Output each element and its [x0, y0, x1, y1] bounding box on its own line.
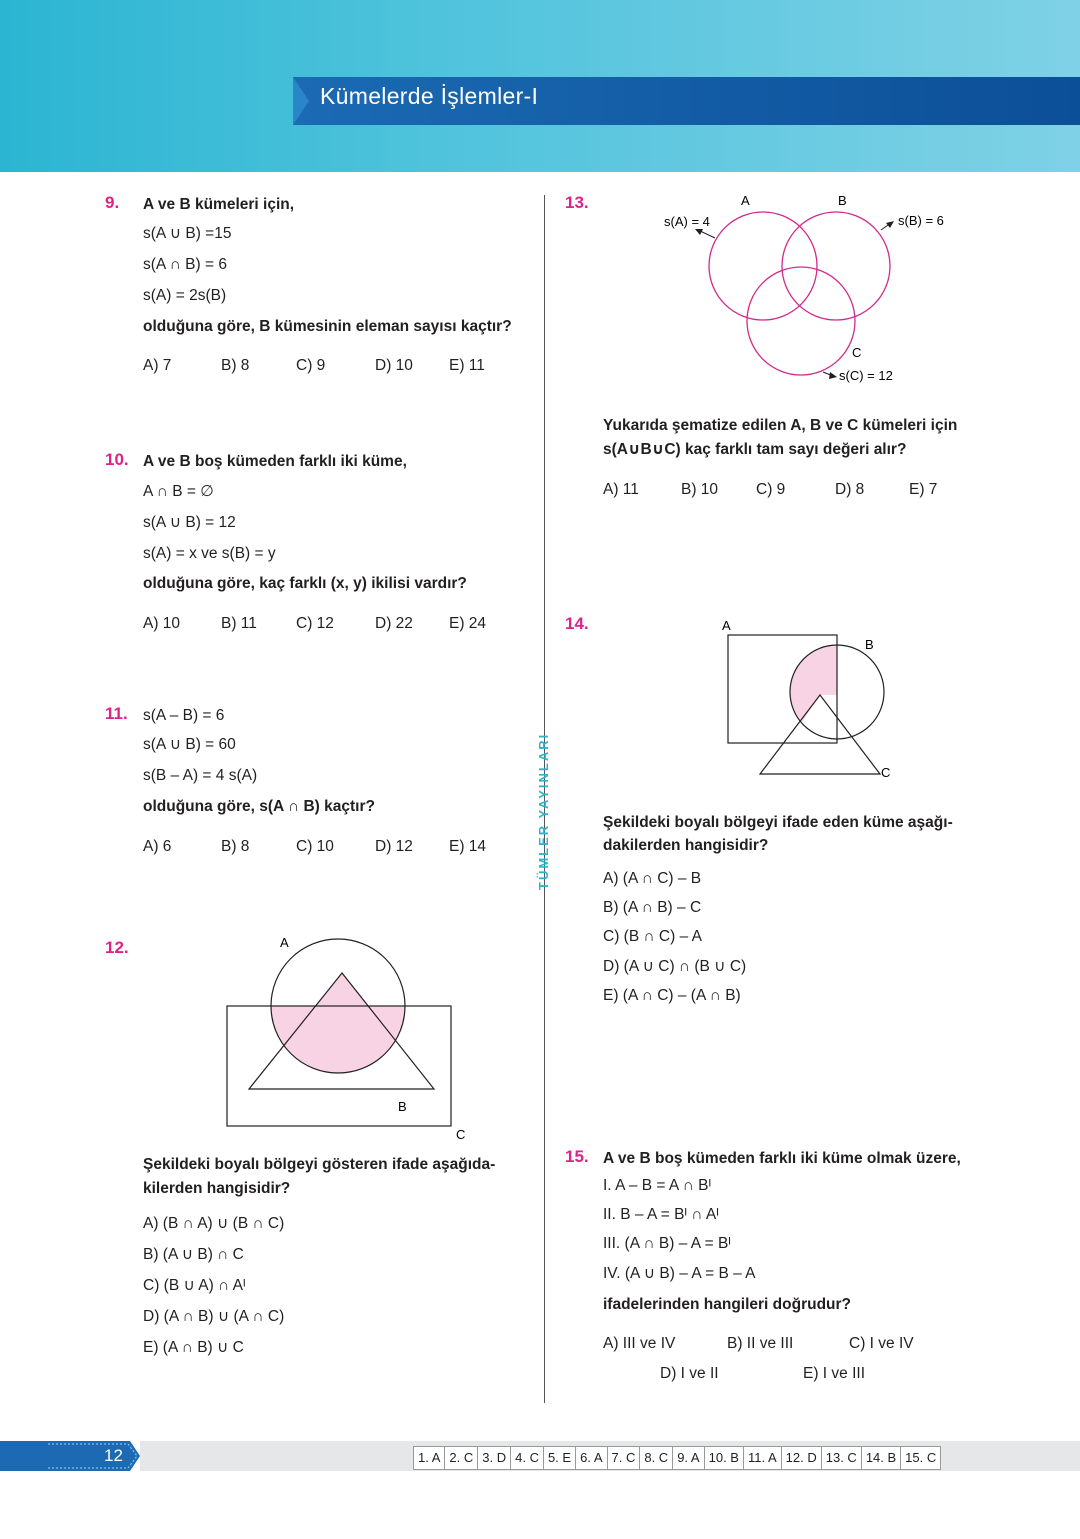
answer-key-item: 9. A — [673, 1447, 704, 1469]
q10-option[interactable]: A) 10 — [143, 615, 181, 632]
q12-line: kilerden hangisidir? — [143, 1180, 291, 1197]
q10-line: s(A ∪ B) = 12 — [143, 514, 236, 531]
q10-option[interactable]: B) 11 — [221, 615, 257, 632]
q15-line: I. A – B = A ∩ Bᴵ — [603, 1177, 712, 1194]
q14-option[interactable]: A) (A ∩ C) – B — [603, 870, 702, 887]
q15-option[interactable]: D) I ve II — [660, 1365, 719, 1382]
page-title: Kümelerde İşlemler-I — [320, 83, 539, 109]
answer-key-item: 10. B — [705, 1447, 744, 1469]
answer-key-item: 5. E — [544, 1447, 576, 1469]
q12-option[interactable]: B) (A ∪ B) ∩ C — [143, 1246, 244, 1263]
q13-circle-b — [782, 212, 890, 320]
q9-line: olduğuna göre, B kümesinin eleman sayısı kaçtır? — [143, 318, 512, 335]
q13-sa-label: s(A) = 4 — [664, 214, 710, 229]
q11-line: olduğuna göre, s(A ∩ B) kaçtır? — [143, 798, 375, 815]
q9-option[interactable]: C) 9 — [296, 357, 326, 374]
question-10-number: 10. — [105, 450, 129, 469]
q12-label-b: B — [398, 1099, 407, 1114]
q13-label-c: C — [852, 345, 862, 360]
answer-key-item: 8. C — [640, 1447, 673, 1469]
q14-triangle-c — [760, 695, 880, 774]
q12-option[interactable]: C) (B ∪ A) ∩ Aᴵ — [143, 1277, 246, 1294]
q11-line: s(A – B) = 6 — [143, 707, 225, 724]
q12-option[interactable]: D) (A ∩ B) ∪ (A ∩ C) — [143, 1308, 285, 1325]
question-11-number: 11. — [105, 704, 128, 723]
q14-label-c: C — [881, 765, 891, 780]
q13-line: s(A∪B∪C) kaç farklı tam sayı değeri alır? — [603, 441, 907, 458]
question-12-number: 12. — [105, 938, 129, 957]
q11-option[interactable]: B) 8 — [221, 838, 250, 855]
q14-label-b: B — [865, 637, 874, 652]
q15-option[interactable]: E) I ve III — [803, 1365, 866, 1382]
q14-option[interactable]: B) (A ∩ B) – C — [603, 899, 702, 916]
q13-label-b: B — [838, 193, 847, 208]
answer-key-item: 3. D — [478, 1447, 511, 1469]
q15-option[interactable]: B) II ve III — [727, 1335, 794, 1352]
q15-line: IV. (A ∪ B) – A = B – A — [603, 1265, 756, 1282]
q14-line: Şekildeki boyalı bölgeyi ifade eden küme aşağı- — [603, 814, 953, 831]
q13-option[interactable]: E) 7 — [909, 481, 938, 498]
answer-key-item: 6. A — [576, 1447, 607, 1469]
q10-line: s(A) = x ve s(B) = y — [143, 545, 276, 562]
q11-option[interactable]: A) 6 — [143, 838, 172, 855]
q9-option[interactable]: D) 10 — [375, 357, 413, 374]
q9-option[interactable]: E) 11 — [449, 357, 485, 374]
q13-option[interactable]: B) 10 — [681, 481, 719, 498]
q13-option[interactable]: A) 11 — [603, 481, 639, 498]
q15-option[interactable]: A) III ve IV — [603, 1335, 676, 1352]
q15-line: A ve B boş kümeden farklı iki küme olmak üzere, — [603, 1150, 961, 1167]
q9-line: s(A ∩ B) = 6 — [143, 256, 227, 273]
q13-label-a: A — [741, 193, 750, 208]
q9-option[interactable]: A) 7 — [143, 357, 172, 374]
publisher-label: TÜMLER YAYINLARI — [536, 732, 551, 890]
answer-key-item: 1. A — [414, 1447, 445, 1469]
q11-line: s(B – A) = 4 s(A) — [143, 767, 258, 784]
q14-shaded-region — [728, 635, 837, 743]
q14-label-a: A — [722, 618, 731, 633]
q9-option[interactable]: B) 8 — [221, 357, 250, 374]
question-15-number: 15. — [565, 1147, 589, 1166]
q10-option[interactable]: C) 12 — [296, 615, 334, 632]
q13-diagram — [655, 190, 965, 390]
q13-line: Yukarıda şematize edilen A, B ve C kümeleri için — [603, 417, 958, 434]
q13-circle-c — [747, 267, 855, 375]
q10-line: A ∩ B = ∅ — [143, 483, 214, 500]
answer-key-item: 11. A — [744, 1447, 782, 1469]
q13-option[interactable]: D) 8 — [835, 481, 865, 498]
q12-option[interactable]: E) (A ∩ B) ∪ C — [143, 1339, 244, 1356]
answer-key-item: 7. C — [608, 1447, 641, 1469]
q13-option[interactable]: C) 9 — [756, 481, 786, 498]
q15-line: ifadelerinden hangileri doğrudur? — [603, 1296, 852, 1313]
answer-key-item: 4. C — [511, 1447, 544, 1469]
q12-shaded-a-c — [227, 1006, 451, 1126]
q14-option[interactable]: C) (B ∩ C) – A — [603, 928, 702, 945]
q14-diagram — [710, 615, 910, 785]
q10-option[interactable]: D) 22 — [375, 615, 413, 632]
q14-option[interactable]: E) (A ∩ C) – (A ∩ B) — [603, 987, 741, 1004]
q12-label-c: C — [456, 1127, 466, 1142]
q13-sb-label: s(B) = 6 — [898, 213, 944, 228]
q14-option[interactable]: D) (A ∪ C) ∩ (B ∪ C) — [603, 958, 747, 975]
question-9-number: 9. — [105, 193, 120, 212]
q11-option[interactable]: E) 14 — [449, 838, 487, 855]
question-13-number: 13. — [565, 193, 589, 212]
q10-line: A ve B boş kümeden farklı iki küme, — [143, 453, 407, 470]
q12-label-a: A — [280, 935, 289, 950]
q15-line: III. (A ∩ B) – A = Bᴵ — [603, 1235, 731, 1252]
q15-line: II. B – A = Bᴵ ∩ Aᴵ — [603, 1206, 719, 1223]
answer-key-item: 13. C — [822, 1447, 862, 1469]
q14-line: dakilerden hangisidir? — [603, 837, 769, 854]
q12-line: Şekildeki boyalı bölgeyi gösteren ifade aşağıda- — [143, 1156, 496, 1173]
q12-diagram — [210, 930, 480, 1145]
question-14-number: 14. — [565, 614, 589, 633]
q10-option[interactable]: E) 24 — [449, 615, 487, 632]
answer-key-item: 12. D — [782, 1447, 822, 1469]
answer-key-item: 15. C — [905, 1450, 937, 1465]
title-bar-arrow — [293, 77, 309, 125]
q9-line: A ve B kümeleri için, — [143, 196, 295, 213]
answer-key — [413, 1446, 941, 1470]
q9-line: s(A ∪ B) =15 — [143, 225, 232, 242]
answer-key-item: 14. B — [862, 1447, 901, 1469]
answer-key-item: 2. C — [445, 1447, 478, 1469]
page-number: 12 — [104, 1446, 123, 1465]
q13-circle-a — [709, 212, 817, 320]
q10-line: olduğuna göre, kaç farklı (x, y) ikilisi vardır? — [143, 575, 467, 592]
q9-line: s(A) = 2s(B) — [143, 287, 227, 304]
q11-line: s(A ∪ B) = 60 — [143, 736, 236, 753]
q15-option[interactable]: C) I ve IV — [849, 1335, 914, 1352]
q11-option[interactable]: C) 10 — [296, 838, 334, 855]
q13-sc-arrowhead — [829, 372, 837, 379]
q13-sb-arrowhead — [886, 221, 894, 228]
q13-sc-label: s(C) = 12 — [839, 368, 893, 383]
q12-option[interactable]: A) (B ∩ A) ∪ (B ∩ C) — [143, 1215, 285, 1232]
q11-option[interactable]: D) 12 — [375, 838, 413, 855]
